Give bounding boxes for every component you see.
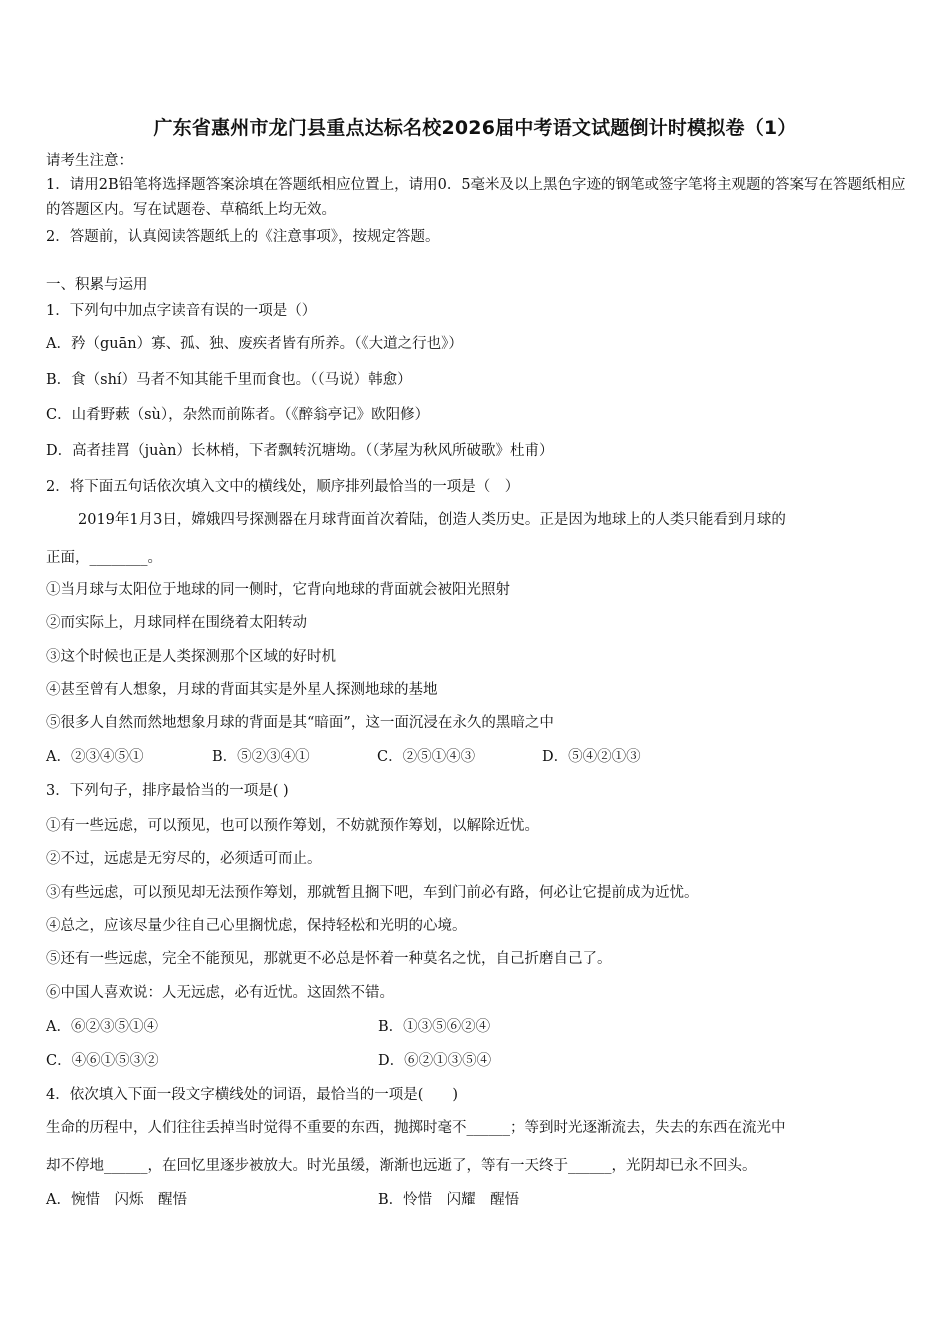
q3-option-a: A．⑥②③⑤①④ [46, 1019, 158, 1035]
q2-passage-line-1: 2019年1月3日，嫦娥四号探测器在月球背面首次着陆，创造人类历史。正是因为地球上的人类只能看到月球的 [78, 512, 786, 528]
page-title: 广东省惠州市龙门县重点达标名校2026届中考语文试题倒计时模拟卷（1） [153, 117, 797, 139]
q4-passage-line-1: 生命的历程中，人们往往丢掉当时觉得不重要的东西，抛掷时毫不______；等到时光逐渐流去，失去的东西在流光中 [46, 1120, 786, 1136]
notice-item-2: 2．答题前，认真阅读答题纸上的《注意事项》，按规定答题。 [46, 229, 440, 245]
q1-option-c: C．山肴野蔌（sù），杂然而前陈者。（《醉翁亭记》欧阳修） [46, 407, 430, 423]
q2-option-c: C．②⑤①④③ [377, 749, 476, 765]
q3-sentence-5: ⑤还有一些远虑，完全不能预见，那就更不必总是怀着一种莫名之忧，自己折磨自己了。 [46, 951, 612, 967]
q3-stem: 3．下列句子，排序最恰当的一项是( ) [46, 783, 289, 799]
q1-stem: 1．下列句中加点字读音有误的一项是（） [46, 303, 317, 319]
q1-option-a: A．矜（guān）寡、孤、独、废疾者皆有所养。（《大道之行也》） [46, 336, 463, 352]
q3-sentence-3: ③有些远虑，可以预见却无法预作筹划，那就暂且搁下吧，车到门前必有路，何必让它提前成为近忧。 [46, 885, 699, 901]
section-heading: 一、积累与运用 [46, 277, 148, 293]
q2-option-a: A．②③④⑤① [46, 749, 144, 765]
q2-sentence-1: ①当月球与太阳位于地球的同一侧时，它背向地球的背面就会被阳光照射 [46, 582, 510, 598]
q4-option-a: A．惋惜 闪烁 醒悟 [46, 1192, 187, 1208]
q3-sentence-1: ①有一些远虑，可以预见，也可以预作筹划，不妨就预作筹划，以解除近忧。 [46, 818, 539, 834]
q3-option-c: C．④⑥①⑤③② [46, 1053, 159, 1069]
q2-sentence-4: ④甚至曾有人想象，月球的背面其实是外星人探测地球的基地 [46, 682, 438, 698]
q2-passage-line-2: 正面，________。 [46, 550, 162, 566]
q2-sentence-5: ⑤很多人自然而然地想象月球的背面是其“暗面”，这一面沉浸在永久的黑暗之中 [46, 715, 554, 731]
q2-sentence-2: ②而实际上，月球同样在围绕着太阳转动 [46, 615, 307, 631]
q2-option-b: B．⑤②③④① [212, 749, 310, 765]
q3-option-b: B．①③⑤⑥②④ [378, 1019, 491, 1035]
q3-sentence-2: ②不过，远虑是无穷尽的，必须适可而止。 [46, 851, 322, 867]
notice-item-1: 1．请用2B铅笔将选择题答案涂填在答题纸相应位置上，请用0．5毫米及以上黑色字迹的钢笔或签字笔将主观题的答案写在答题纸相应的答题区内。写在试题卷、草稿纸上均无效。 [46, 177, 906, 218]
q4-option-b: B．怜惜 闪耀 醒悟 [378, 1192, 520, 1208]
q3-sentence-6: ⑥中国人喜欢说：人无远虑，必有近忧。这固然不错。 [46, 985, 394, 1001]
notice-heading: 请考生注意： [46, 153, 133, 169]
q1-option-b: B．食（shí）马者不知其能千里而食也。（（马说）韩愈） [46, 372, 412, 388]
q4-passage-line-2: 却不停地______，在回忆里逐步被放大。时光虽缓，渐渐也远逝了，等有一天终于______，光阴却已永不回头。 [46, 1158, 757, 1174]
q4-stem: 4．依次填入下面一段文字横线处的词语，最恰当的一项是( ) [46, 1087, 459, 1103]
q2-option-d: D．⑤④②①③ [542, 749, 641, 765]
q3-option-d: D．⑥②①③⑤④ [378, 1053, 492, 1069]
q2-stem: 2．将下面五句话依次填入文中的横线处，顺序排列最恰当的一项是（ ） [46, 479, 520, 495]
q3-sentence-4: ④总之，应该尽量少往自己心里搁忧虑，保持轻松和光明的心境。 [46, 918, 467, 934]
q1-option-d: D．高者挂罥（juàn）长林梢，下者飘转沉塘坳。（（茅屋为秋风所破歌》杜甫） [46, 443, 554, 459]
q2-sentence-3: ③这个时候也正是人类探测那个区域的好时机 [46, 649, 336, 665]
